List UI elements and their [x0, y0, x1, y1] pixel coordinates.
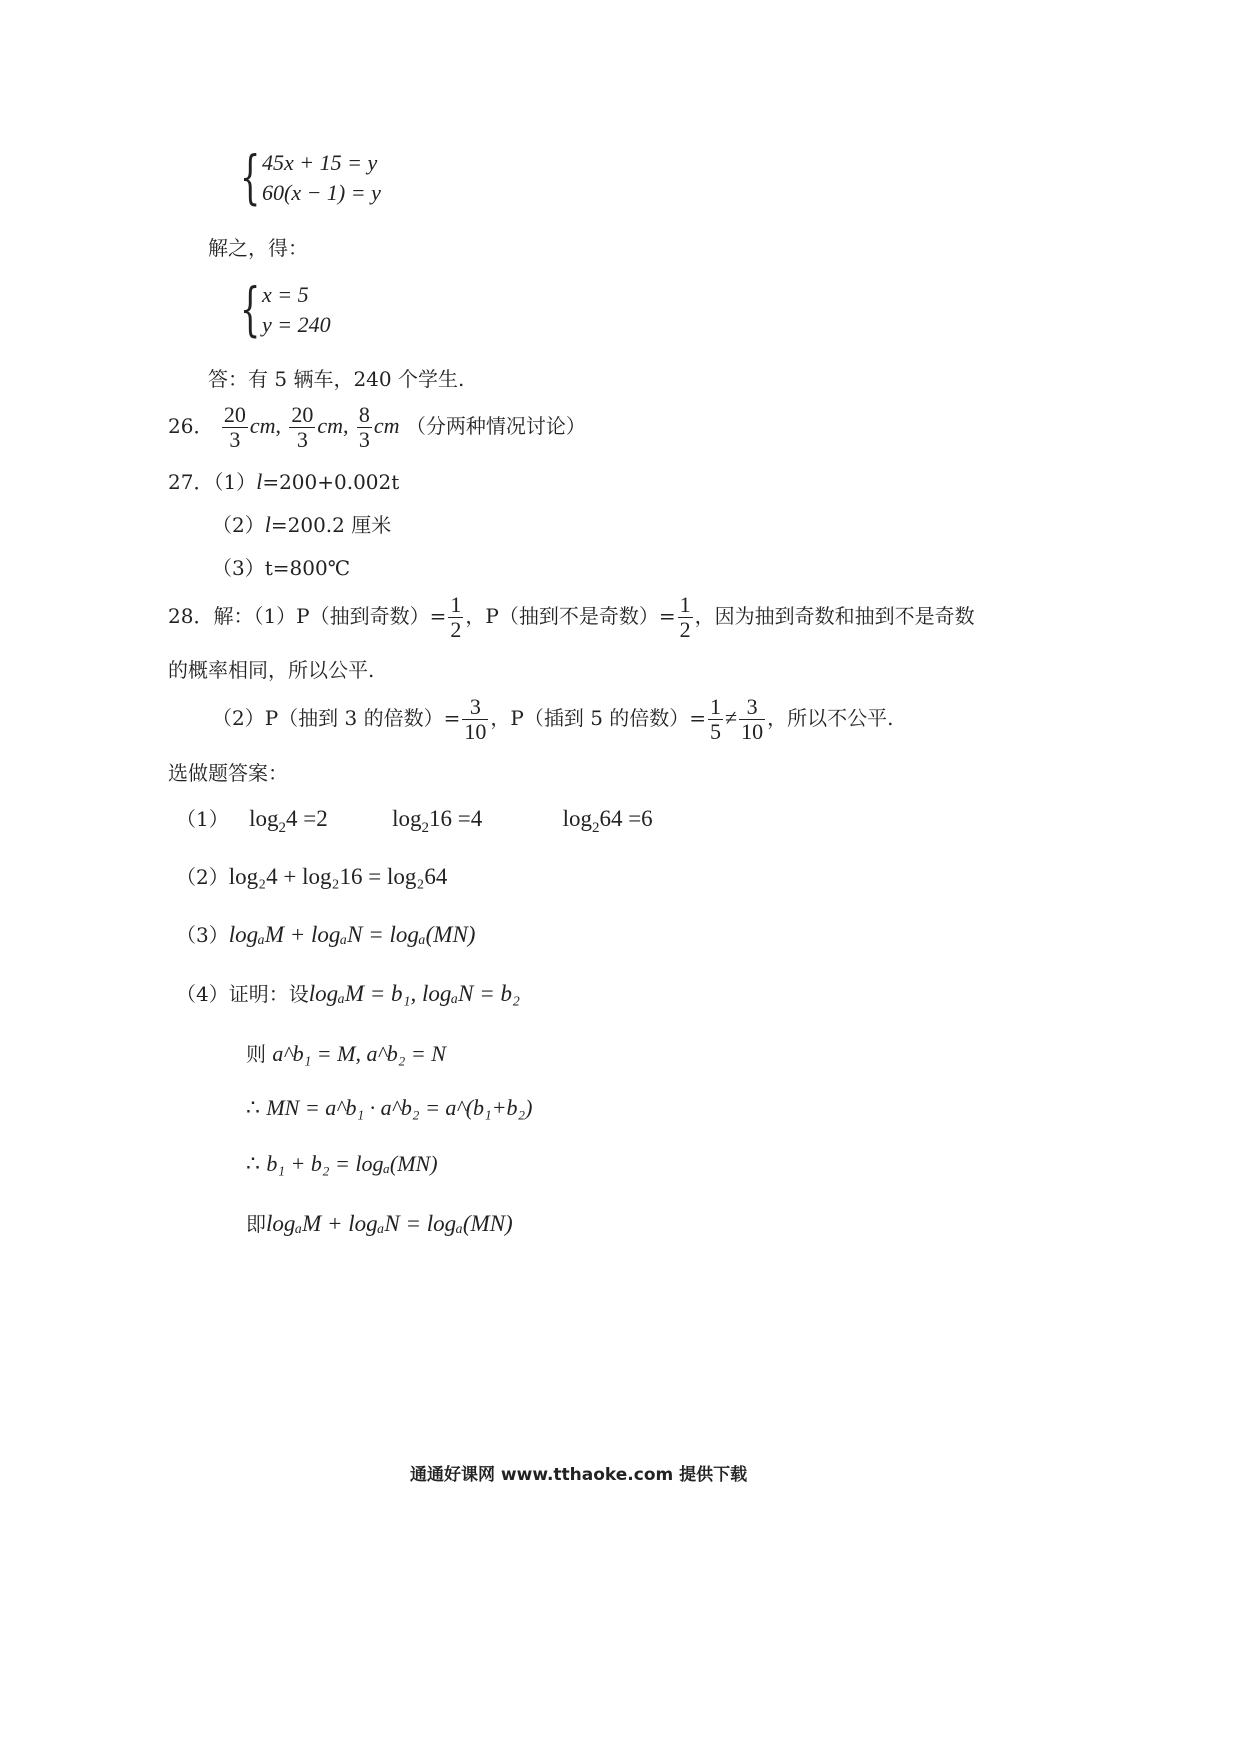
question-27-part2: （2）l=200.2 厘米 [212, 512, 392, 537]
therefore-symbol: ∴ [246, 1095, 260, 1120]
optional-2: （2）log₂4 + log₂16 = log₂64 [176, 864, 448, 889]
brace-symbol: { [240, 143, 261, 211]
note: （分两种情况讨论） [405, 414, 586, 438]
therefore-symbol: ∴ [246, 1151, 260, 1176]
fraction: $\frac{3}{10}$ [464, 694, 487, 744]
question-28-line2: 的概率相同，所以公平. [168, 658, 375, 682]
answer-25: 答：有 5 辆车，240 个学生. [208, 367, 465, 391]
fraction: $\frac{3}{10}$ [741, 694, 764, 744]
fraction: $\frac{1}{5}$ [710, 694, 722, 744]
system1-eq2: 60(x − 1) = y [262, 180, 381, 205]
system2-eq1: x = 5 [262, 282, 309, 307]
optional-4-line5: 即logₐM + logₐN = logₐ(MN) [246, 1211, 513, 1236]
solve-label: 解之，得： [208, 236, 308, 260]
fraction: $\frac{20}{3}$ [223, 402, 246, 452]
fraction: $\frac{20}{3}$ [291, 402, 314, 452]
question-number: 26． [168, 414, 214, 438]
question-27-part3: （3）t=800℃ [212, 556, 351, 580]
fraction: $\frac{8}{3}$ [358, 402, 370, 452]
question-26: 26． $\frac{20}{3}$ cm, $\frac{20}{3}$ cm, $\frac{8}{3}$ cm （分两种情况讨论） [168, 402, 586, 452]
optional-4-line1: （4）证明：设logₐM = b₁, logₐN = b₂ [176, 981, 521, 1006]
optional-4-line2: 则 a^b₁ = M, a^b₂ = N [246, 1041, 446, 1066]
system2-eq2: y = 240 [262, 312, 331, 337]
optional-3: （3）logₐM + logₐN = logₐ(MN) [176, 922, 476, 947]
question-28-line1: 28．解：（1）P（抽到奇数）= $\frac{1}{2}$ ，P（抽到不是奇数）= $\frac{1}{2}$ ，因为抽到奇数和抽到不是奇数 [168, 592, 975, 642]
fraction: $\frac{1}{2}$ [450, 592, 462, 642]
question-27-part1: 27．（1）l=200+0.002t [168, 469, 400, 494]
optional-4-line3: ∴ MN = a^b₁ · a^b₂ = a^(b₁+b₂) [246, 1095, 533, 1120]
system1-eq1: 45x + 15 = y [262, 150, 378, 175]
fraction: $\frac{1}{2}$ [679, 592, 691, 642]
optional-4-line4: ∴ b₁ + b₂ = logₐ(MN) [246, 1151, 438, 1176]
footer-text: 通通好课网 www.tthaoke.com 提供下载 [410, 1465, 748, 1485]
brace-symbol: { [240, 275, 261, 343]
optional-title: 选做题答案： [168, 761, 288, 785]
question-28-line3: （2）P（抽到 3 的倍数）= $\frac{3}{10}$ ，P（插到 5 的倍数）= $\frac{1}{5}$ ≠ $\frac{3}{10}$ ，所以不公平. [212, 694, 894, 744]
optional-1: （1） $\log_24 =2$ $\log_216 =4$ $\log_264 =6$ [176, 806, 653, 836]
